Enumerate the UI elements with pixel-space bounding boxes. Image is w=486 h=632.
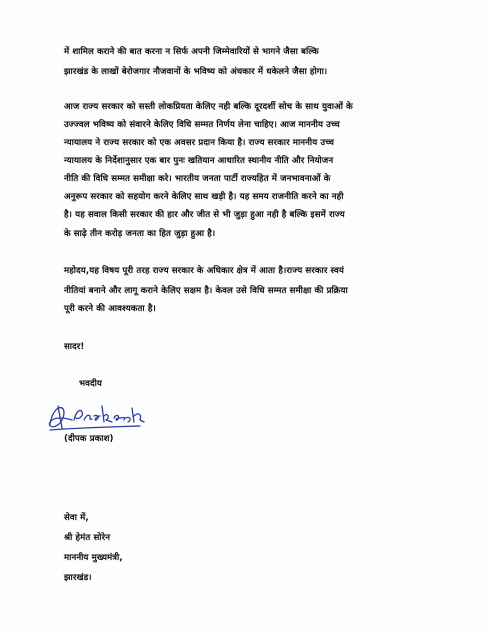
para2-line-8: के साढ़े तीन करोड़ जनता का हित जुड़ा हुआ है।	[64, 229, 216, 239]
para2-line-1: आज राज्य सरकार को सस्ती लोकप्रियता केलिए नही बल्कि दूरदर्शी सोच के साथ युवाओं के	[64, 102, 353, 112]
para2-line-6: अनुरूप सरकार को सहयोग करने केलिए साथ खड़ी है। यह समय राजनीति करने का नही	[64, 192, 344, 202]
sender-name: (दीपक प्रकाश)	[64, 434, 114, 444]
recipient-line-2: श्री हेमंत सोरेन	[64, 533, 111, 543]
signature	[44, 398, 154, 432]
para2-line-5: नीति की विधि सम्मत समीक्षा करे। भारतीय जनता पार्टी राज्यहित में जनभावनाओं के	[64, 174, 331, 184]
recipient-line-4: झारखंड।	[64, 573, 92, 583]
para3-line-3: पूरी करने की आवश्यकता है।	[64, 304, 156, 314]
recipient-line-1: सेवा में,	[64, 513, 89, 523]
para2-line-3: न्यायालय ने राज्य सरकार को एक अवसर प्रदान किया है। राज्य सरकार माननीय उच्च	[64, 138, 335, 148]
para3-line-2: नीतियां बनाने और लागू कराने केलिए सक्षम है। केवल उसे विधि सम्मत समीक्षा की प्रक्रिया	[64, 286, 348, 296]
recipient-line-3: माननीय मुख्यमंत्री,	[64, 553, 123, 563]
para1-line-1: में शामिल कराने की बात करना न सिर्फ अपनी जिम्मेवारियों से भागने जैसा बल्कि	[64, 47, 319, 57]
closing: भवदीय	[79, 379, 102, 389]
para2-line-2: उज्ज्वल भविष्य को संवारने केलिए विधि सम्मत निर्णय लेना चाहिए। आज माननीय उच्च	[64, 120, 340, 130]
para2-line-7: है। यह सवाल किसी सरकार की हार और जीत से भी जुड़ा हुआ नही है बल्कि इसमें राज्य	[64, 210, 345, 220]
para2-line-4: न्यायालय के निर्देशानुसार एक बार पुनः खतियान आधारित स्थानीय नीति और नियोजन	[64, 156, 334, 166]
para3-line-1: महोदय,यह विषय पूरी तरह राज्य सरकार के अधिकार क्षेत्र में आता है।राज्य सरकार स्वयं	[64, 266, 344, 276]
greeting: सादर!	[64, 342, 85, 352]
para1-line-2: झारखंड के लाखों बेरोजगार नौजवानों के भविष्य को अंधकार में धकेलने जैसा होगा।	[64, 67, 328, 77]
